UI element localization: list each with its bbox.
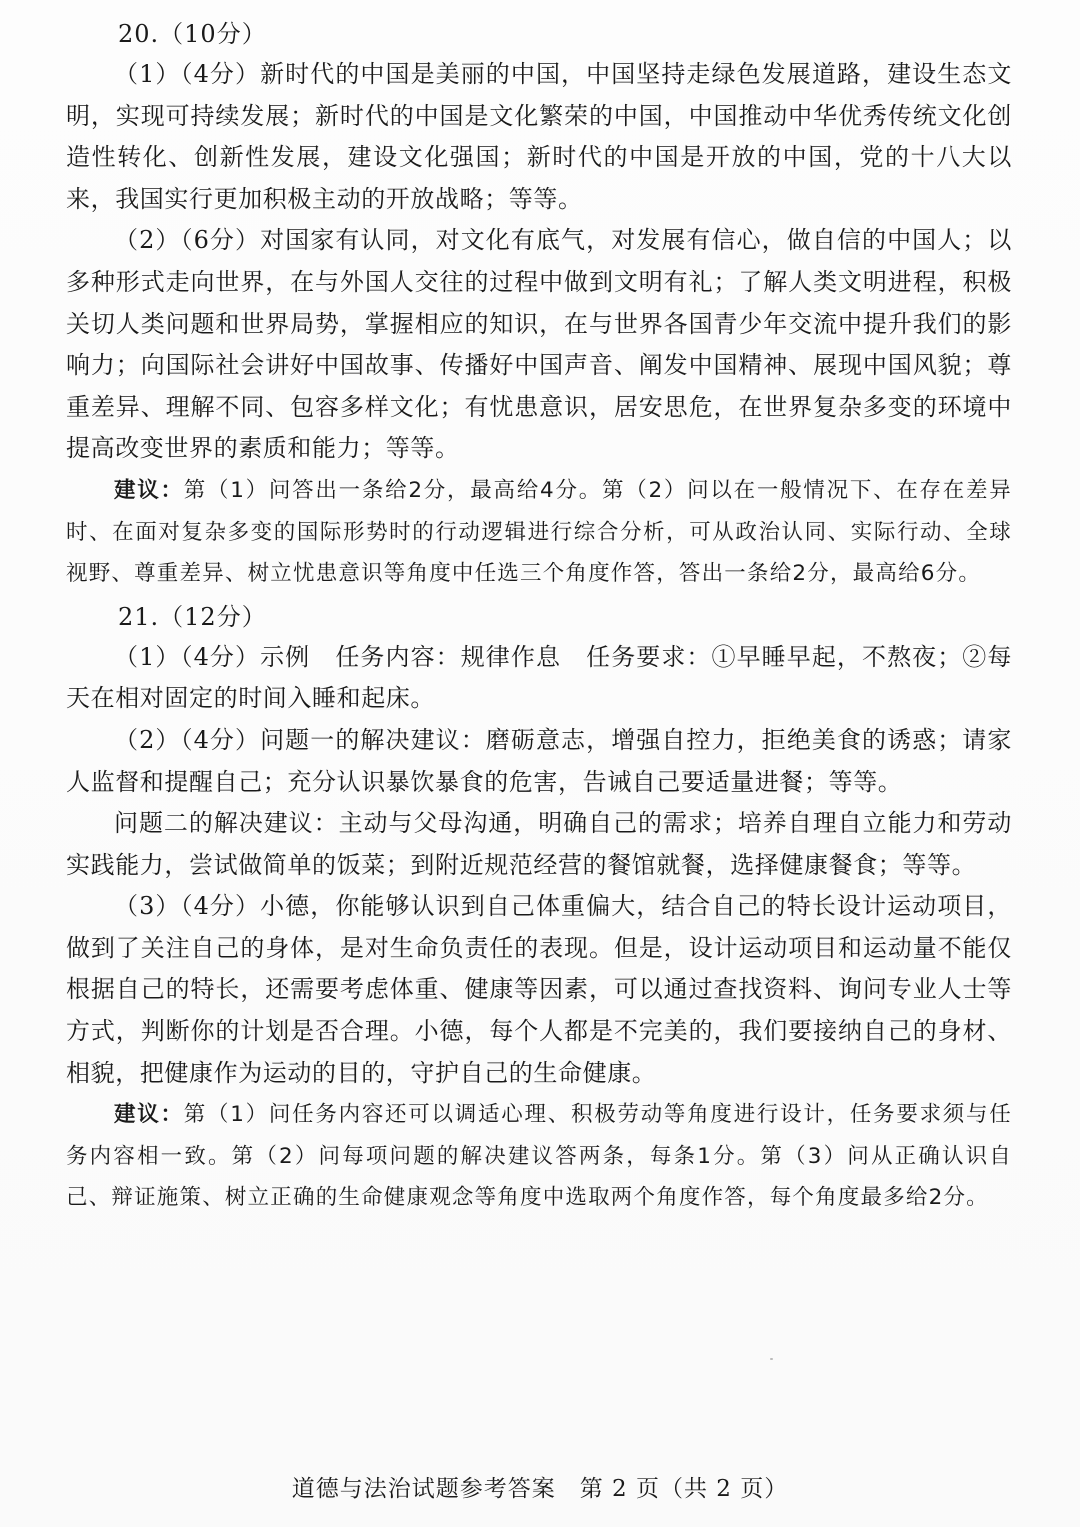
answer-content — [66, 14, 1012, 1219]
question-21-header: 21.（12分） — [118, 602, 267, 631]
suggestion-text: 第（1）问答出一条给2分，最高给4分。第（2）问以在一般情况下、在存在差异时、在面对复杂多变的国际形势时的行动逻辑进行综合分析，可从政治认同、实际行动、全球视野、尊重差异、树立忧患意识等角度中任选三个角度作答，答出一条给2分，最高给6分。 — [66, 477, 1012, 587]
question-20-scoring-suggestion — [66, 470, 1012, 595]
question-20-header: 20.（10分） — [118, 20, 267, 48]
suggestion-label: 建议： — [114, 1102, 184, 1128]
question-21-part-1: （1）（4分）示例 任务内容：规律作息 任务要求：①早睡早起，不熬夜；②每天在相对固定的时间入睡和起床。 — [66, 642, 1012, 713]
suggestion-label: 建议： — [114, 477, 184, 503]
page-footer: 道德与法治试题参考答案 第 2 页（共 2 页） — [291, 1476, 789, 1502]
scan-speck — [770, 1358, 773, 1360]
suggestion-text: 第（1）问任务内容还可以调适心理、积极劳动等角度进行设计，任务要求须与任务内容相一致。第（2）问每项问题的解决建议答两条，每条1分。第（3）问从正确认识自己、辩证施策、树立正确的生命健康观念等角度中选取两个角度作答，每个角度最多给2分。 — [66, 1102, 1012, 1211]
question-21-scoring-suggestion — [66, 1094, 1012, 1219]
question-21-part-2-problem-2: 问题二的解决建议：主动与父母沟通，明确自己的需求；培养自理自立能力和劳动实践能力，尝试做简单的饭菜；到附近规范经营的餐馆就餐，选择健康餐食；等等。 — [66, 809, 1012, 879]
question-20-part-2: （2）（6分）对国家有认同，对文化有底气，对发展有信心，做自信的中国人；以多种形式走向世界，在与外国人交往的过程中做到文明有礼；了解人类文明进程，积极关切人类问题和世界局势，掌握相应的知识，在与世界各国青少年交流中提升我们的影响力；向国际社会讲好中国故事、传播好中国声音、阐发中国精神、展现中国风貌；尊重差异、理解不同、包容多样文化；有忧患意识，居安思危，在世界复杂多变的环境中提高改变世界的素质和能力；等等。 — [66, 226, 1012, 463]
question-21-part-2: （2）（4分）问题一的解决建议：磨砺意志，增强自控力，拒绝美食的诱惑；请家人监督和提醒自己；充分认识暴饮暴食的危害，告诫自己要适量进餐；等等。 — [66, 725, 1012, 796]
question-21-part-3: （3）（4分）小德，你能够认识到自己体重偏大，结合自己的特长设计运动项目，做到了关注自己的身体，是对生命负责任的表现。但是，设计运动项目和运动量不能仅根据自己的特长，还需要考虑体重、健康等因素，可以通过查找资料、询问专业人士等方式，判断你的计划是否合理。小德，每个人都是不完美的，我们要接纳自己的身材、相貌，把健康作为运动的目的，守护自己的生命健康。 — [66, 892, 1012, 1087]
question-20-part-1: （1）（4分）新时代的中国是美丽的中国，中国坚持走绿色发展道路，建设生态文明，实现可持续发展；新时代的中国是文化繁荣的中国，中国推动中华优秀传统文化创造性转化、创新性发展，建设文化强国；新时代的中国是开放的中国，党的十八大以来，我国实行更加积极主动的开放战略；等等。 — [66, 60, 1012, 213]
